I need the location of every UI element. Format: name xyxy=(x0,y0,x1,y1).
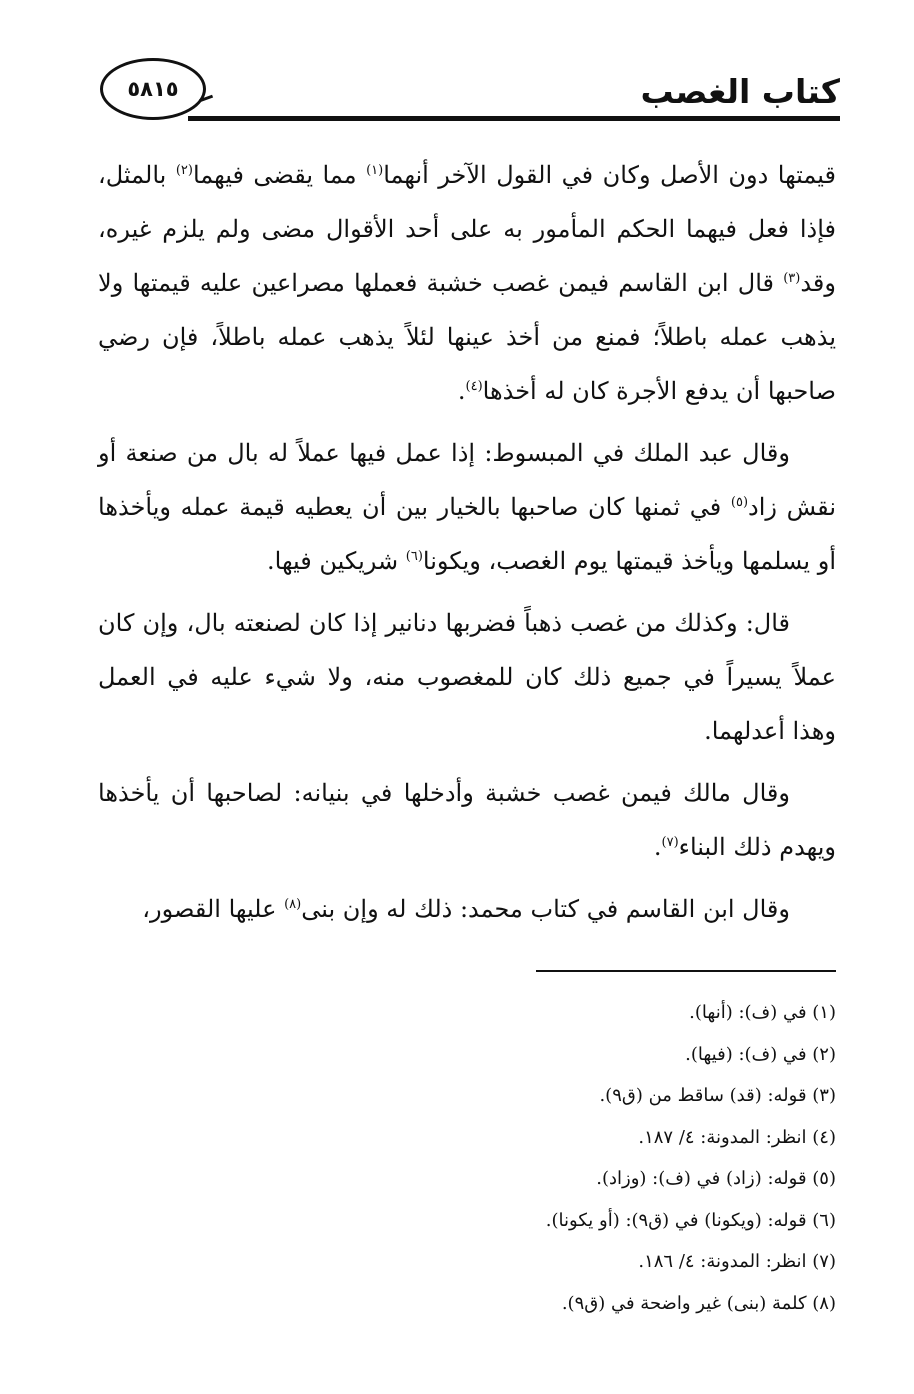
text-segment: قال: وكذلك من غصب ذهباً فضربها دنانير إذا كان لصنعته بال، وإن كان عملاً يسيراً في جميع ذلك كان للمغصوب منه، ولا شيء عليه في العمل وهذا أعدلهما. xyxy=(98,609,836,745)
footnote-item: (١) في (ف): (أنها). xyxy=(689,1002,836,1023)
text-segment: . xyxy=(653,833,662,861)
book-title: كتاب الغصب xyxy=(640,72,840,111)
text-segment: في ثمنها كان صاحبها بالخيار بين أن يعطيه قيمة عمله ويأخذها أو يسلمها ويأخذ قيمتها يوم الغصب، ويكونا xyxy=(98,493,836,575)
footnote-marker: (٥) xyxy=(730,495,749,510)
text-segment: عليها القصور، xyxy=(142,895,285,923)
paragraph-5 xyxy=(98,882,836,936)
text-segment: شريكين فيها. xyxy=(267,547,406,575)
footnote-marker: (١) xyxy=(366,163,384,178)
text-segment: قال ابن القاسم فيمن غصب خشبة فعملها مصراعين عليه قيمتها ولا يذهب عمله باطلاً؛ فمنع من أخذ عينها لئلاً يذهب عمله باطلاً، فإن رضي صاحبها أن يدفع الأجرة كان له أخذها xyxy=(98,269,836,405)
page-header xyxy=(92,58,840,128)
header-rule xyxy=(188,116,840,121)
footnote-item: (٨) كلمة (بنى) غير واضحة في (ق٩). xyxy=(561,1292,836,1314)
paragraph-3 xyxy=(98,596,836,758)
text-segment: بالمثل، فإذا فعل فيهما الحكم المأمور به على أحد الأقوال مضى ولم يلزم غيره، وقد xyxy=(98,161,836,297)
paragraph-4 xyxy=(98,766,836,874)
text-segment: وقال عبد الملك في المبسوط: إذا عمل فيها عملاً له بال من صنعة أو نقش زاد xyxy=(98,439,836,521)
footnote-marker: (٢) xyxy=(175,163,193,178)
footnote-item: (٣) قوله: (قد) ساقط من (ق٩). xyxy=(599,1085,836,1106)
paragraph-1 xyxy=(98,148,836,418)
footnote-marker: (٣) xyxy=(783,271,801,286)
footnote-separator xyxy=(536,970,836,972)
footnotes xyxy=(98,992,836,1324)
footnote-item: (٢) في (ف): (فيها). xyxy=(685,1043,836,1065)
footnote-marker: (٨) xyxy=(284,897,302,912)
text-segment: قيمتها دون الأصل وكان في القول الآخر أنهما xyxy=(383,161,836,189)
footnote-marker: (٦) xyxy=(405,549,423,564)
page-number: ٥٨١٥ xyxy=(100,58,206,120)
footnote-item: (٤) انظر: المدونة: ٤/ ١٨٧. xyxy=(638,1126,836,1148)
footnote-item: (٥) قوله: (زاد) في (ف): (وزاد). xyxy=(596,1168,836,1189)
main-text xyxy=(98,148,836,944)
text-segment: وقال ابن القاسم في كتاب محمد: ذلك له وإن بنى xyxy=(301,895,790,923)
paragraph-2 xyxy=(98,426,836,588)
text-segment: . xyxy=(457,377,466,405)
text-segment: وقال مالك فيمن غصب خشبة وأدخلها في بنيانه: لصاحبها أن يأخذها ويهدم ذلك البناء xyxy=(98,779,836,861)
footnote-marker: (٧) xyxy=(661,835,679,850)
footnote-marker: (٤) xyxy=(465,379,483,394)
text-segment: مما يقضى فيهما xyxy=(192,161,367,189)
footnote-item: (٧) انظر: المدونة: ٤/ ١٨٦. xyxy=(638,1251,836,1272)
footnote-item: (٦) قوله: (ويكونا) في (ق٩): (أو يكونا). xyxy=(545,1209,836,1231)
